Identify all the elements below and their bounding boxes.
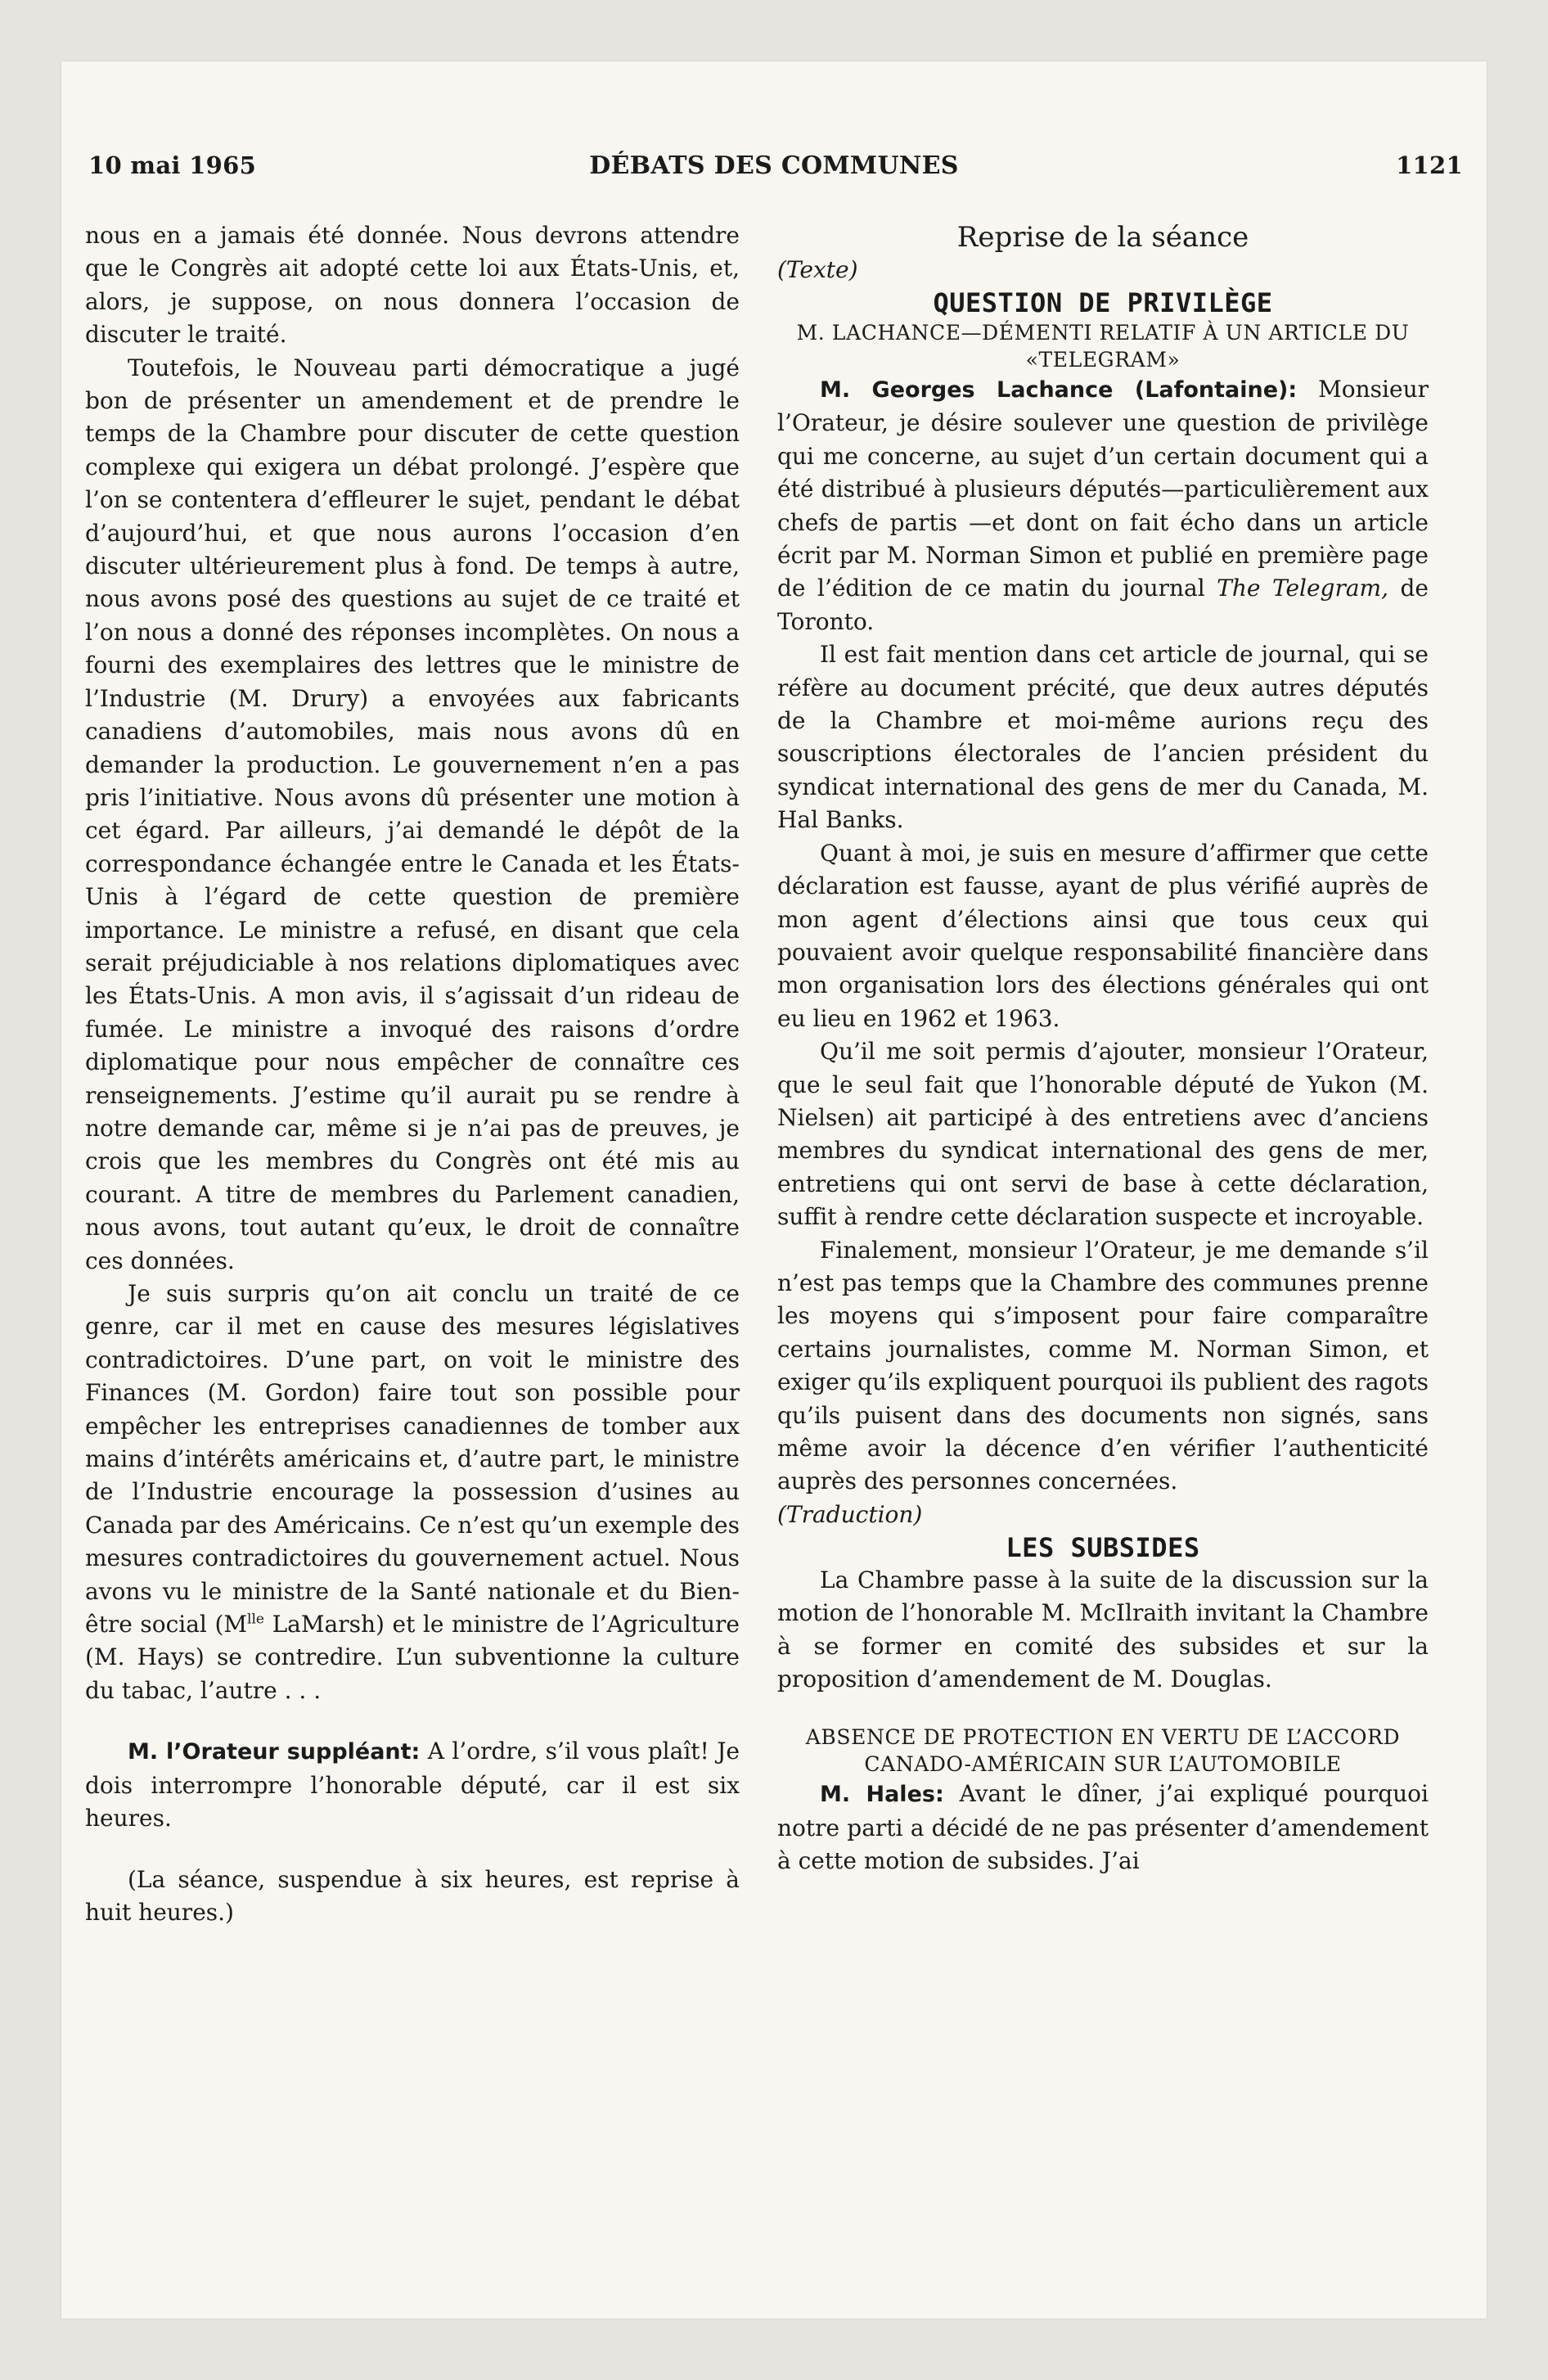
left-paragraph-3-part-a: Je suis surpris qu’on ait conclu un traité de ce genre, car il met en cause des mesures législatives contradictoires. D’une part, on voit le ministre des Finances (M. Gordon) faire tout son possible pour empêcher les entreprises canadiennes de tomber aux mains d’intérêts américains et, d’autre part, le ministre de l’Industrie encourage la possession d’usines au Canada par des Américains. Ce n’est qu’un exemple des mesures contradictoires du gouvernement actuel. Nous avons vu le ministre de la Santé nationale et du Bien-être social (M — [85, 1280, 740, 1639]
subsides-heading: LES SUBSIDES — [1006, 1531, 1200, 1563]
right-column — [777, 219, 1429, 1878]
right-paragraph-7 — [777, 1778, 1429, 1877]
header-page-number: 1121 — [1396, 151, 1463, 179]
lachance-subheading: M. LACHANCE—DÉMENTI RELATIF À UN ARTICLE DU «TELEGRAM» — [796, 321, 1410, 372]
absence-subheading: ABSENCE DE PROTECTION EN VERTU DE L’ACCORD CANADO-AMÉRICAIN SUR L’AUTOMOBILE — [805, 1725, 1401, 1777]
header-title: DÉBATS DES COMMUNES — [589, 151, 959, 180]
right-paragraph-2: Il est fait mention dans cet article de journal, qui se réfère au document précité, que deux autres députés de la Chambre et moi-même aurions reçu des souscriptions électorales de l’ancien président du syndicat international des gens de mer du Canada, M. Hal Banks. — [777, 641, 1429, 834]
speaker-orateur-suppleant: M. l’Orateur suppléant: — [128, 1739, 421, 1765]
speaker-lachance: M. Georges Lachance (Lafontaine): — [820, 377, 1298, 403]
right-paragraph-5: Finalement, monsieur l’Orateur, je me demande s’il n’est pas temps que la Chambre des communes prenne les moyens qui s’imposent pour faire comparaître certains journalistes, comme M. Norman Simon, et exiger qu’ils expliquent pourquoi ils publient des ragots qu’ils puisent dans des documents non signés, sans même avoir la décence d’en vérifier l’authenticité auprès des personnes concernées. — [777, 1236, 1429, 1495]
header-date: 10 mai 1965 — [88, 151, 257, 179]
left-paragraph-3-part-b: LaMarsh) et le ministre de l’Agriculture (M. Hays) se contredire. L’un subventionne la culture du tabac, l’autre . . . — [85, 1611, 740, 1704]
traduction-label: (Traduction) — [777, 1500, 923, 1528]
left-paragraph-2: Toutefois, le Nouveau parti démocratique a jugé bon de présenter un amendement et de prendre le temps de la Chambre pour discuter de cette question complexe qui exigera un débat prolongé. J’espère que l’on se contentera d’effleurer le sujet, pendant le débat d’aujourd’hui, et que nous aurons l’occasion d’en discuter ultérieurement plus à fond. De temps à autre, nous avons posé des questions au sujet de ce traité et l’on nous a donné des réponses incomplètes. On nous a fourni des exemplaires des lettres que le ministre de l’Industrie (M. Drury) a envoyées aux fabricants canadiens d’automobiles, mais nous avons dû en demander la production. Le gouvernement n’en a pas pris l’initiative. Nous avons dû présenter une motion à cet égard. Par ailleurs, j’ai demandé le dépôt de la correspondance échangée entre le Canada et les États-Unis à l’égard de cette question de première importance. Le ministre a refusé, en disant que cela serait préjudiciable à nos relations diplomatiques avec les États-Unis. A mon avis, il s’agissait d’un rideau de fumée. Le ministre a invoqué des raisons d’ordre diplomatique pour nous empêcher de connaître ces renseignements. J’estime qu’il aurait pu se rendre à notre demande car, même si je n’ai pas de preuves, je crois que les membres du Congrès ont été mis au courant. A titre de membres du Parlement canadien, nous avons, tout autant qu’eux, le droit de connaître ces données. — [85, 354, 740, 1274]
left-paragraph-4 — [85, 1735, 740, 1835]
right-paragraph-3: Quant à moi, je suis en mesure d’affirmer que cette déclaration est fausse, ayant de plus vérifié auprès de mon agent d’élections ainsi que tous ceux qui pouvaient avoir quelque responsabilité financière dans mon organisation lors des élections générales qui ont eu lieu en 1962 et 1963. — [777, 839, 1429, 1032]
left-paragraph-4-text: A l’ordre, s’il vous plaît! Je dois interrompre l’honorable député, car il est six heures. — [85, 1738, 740, 1832]
left-paragraph-3 — [85, 1278, 740, 1707]
right-paragraph-6: La Chambre passe à la suite de la discussion sur la motion de l’honorable M. McIlraith invitant la Chambre à se former en comité des subsides et sur la proposition d’amendement de M. Douglas. — [777, 1566, 1429, 1693]
speaker-hales: M. Hales: — [820, 1782, 944, 1808]
right-paragraph-7-text: Avant le dîner, j’ai expliqué pourquoi notre parti a décidé de ne pas présenter d’amendement à cette motion de subsides. J’ai — [777, 1780, 1429, 1875]
right-paragraph-4: Qu’il me soit permis d’ajouter, monsieur l’Orateur, que le seul fait que l’honorable député de Yukon (M. Nielsen) ait participé à des entretiens avec d’anciens membres du syndicat international des gens de mer, entretiens qui ont servi de base à cette déclaration, suffit à rendre cette déclaration suspecte et incroyable. — [777, 1038, 1429, 1231]
right-paragraph-1 — [777, 373, 1429, 638]
left-column — [85, 219, 740, 1929]
left-paragraph-3-superscript: lle — [247, 1611, 264, 1628]
telegram-title: The Telegram, — [1217, 575, 1388, 602]
right-paragraph-1-text-b: de Toronto. — [777, 575, 1429, 635]
reprise-heading: Reprise de la séance — [956, 221, 1249, 254]
question-privilege-heading: QUESTION DE PRIVILÈGE — [933, 287, 1273, 318]
right-paragraph-1-text-a: Monsieur l’Orateur, je désire soulever une question de privilège qui me concerne, au sujet d’un certain document qui a été distribué à plusieurs députés—particulièrement aux chefs de partis —et dont on fait écho dans un article écrit par M. Norman Simon et publié en première page de l’édition de ce matin du journal — [777, 376, 1429, 602]
left-paragraph-5: (La séance, suspendue à six heures, est reprise à huit heures.) — [85, 1865, 740, 1926]
texte-label: (Texte) — [777, 256, 858, 283]
left-paragraph-1: nous en a jamais été donnée. Nous devrons attendre que le Congrès ait adopté cette loi aux États-Unis, et, alors, je suppose, on nous donnera l’occasion de discuter le traité. — [85, 222, 740, 349]
